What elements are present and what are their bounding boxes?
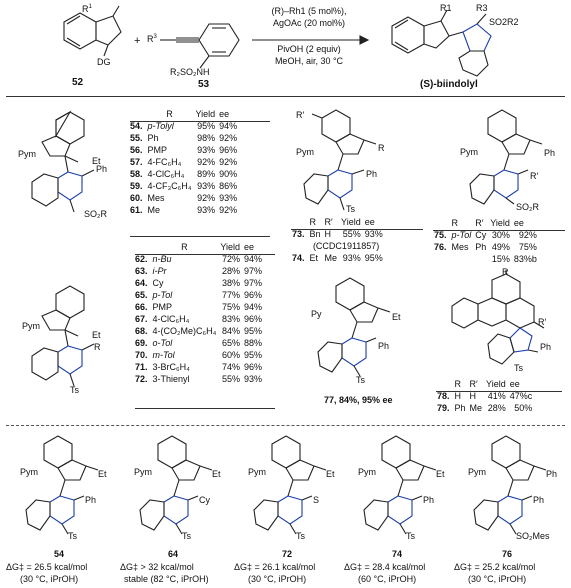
compound-76-dg-value: ΔG‡ = 25.2 kcal/mol: [454, 562, 536, 572]
table-row: 73. Bn H 55% 93%: [292, 228, 383, 239]
t4-ph: Ph: [544, 148, 556, 158]
compound-76-top-substituent: Ph: [546, 469, 558, 479]
rule-bottom-divider: [6, 425, 565, 426]
table-row: 75. p-Tol Cy 30% 92%: [434, 229, 537, 240]
compound-74-top-substituent: Et: [436, 469, 445, 479]
compound-54-dg-value: ΔG‡ = 26.5 kcal/mol: [6, 562, 88, 572]
table1-header: [128, 108, 239, 120]
t4-so2r: SO₂R: [516, 202, 539, 212]
compound-74-conditions: (60 °C, iPrOH): [358, 574, 417, 584]
reactant-53-number: 53: [198, 79, 210, 90]
table-row: 64. Cy 38% 97%: [135, 277, 263, 288]
table1-structure: [2, 104, 132, 234]
compound-54-top-substituent: Et: [98, 469, 107, 479]
table-row: 58. 4-ClC₆H₄ 89% 90%: [130, 168, 238, 179]
compound-72-structure: [236, 430, 344, 545]
compound-54-number: 54: [54, 549, 65, 559]
compound-72-dg-value: ΔG‡ = 26.1 kcal/mol: [234, 562, 316, 572]
table-row: 15% 83%b: [491, 253, 537, 264]
t1-pym: Pym: [18, 149, 36, 159]
t3-header-rule: [291, 229, 423, 230]
compound-54-conditions: (30 °C, iPrOH): [20, 574, 79, 584]
table-row: 74. Et Me 93% 95%: [292, 252, 383, 263]
t3-rprime: R′: [296, 110, 305, 120]
table-row: 59. 4-CF₃C₆H₄ 93% 86%: [130, 180, 238, 191]
table3-header: R R′ Yield ee: [309, 216, 375, 227]
reactant-53-structure: [160, 24, 239, 68]
reactant-53-r3: $R^3$: [147, 34, 157, 44]
c77-ph: Ph: [378, 341, 390, 351]
compound-72-bottom-substituent: S: [313, 495, 320, 505]
t3-ph: Ph: [366, 169, 378, 179]
t3-pym: Pym: [296, 147, 314, 157]
compound77-structure: [300, 272, 410, 392]
t5-r: R: [502, 267, 509, 277]
t1-so2r: SO₂R: [84, 209, 107, 219]
t1-et: Et: [92, 156, 101, 166]
table2-header: R Yield ee: [181, 241, 255, 252]
compound-54-structure: [8, 430, 116, 545]
product-r3: R3: [476, 3, 488, 13]
table-row: 71. 3-BrC₆H₄ 74% 96%: [135, 361, 263, 372]
t5-header-rule: [436, 391, 562, 392]
t2-header-rule: [135, 254, 275, 255]
t4-header-rule: [433, 230, 565, 231]
table5-header: R R′ Yield ee: [454, 378, 520, 389]
compound-64-structure: [122, 430, 230, 545]
reaction-arrow: [252, 36, 368, 44]
conditions-line-1: (R)–Rh1 (5 mol%),: [271, 6, 347, 16]
t2-r: R: [94, 342, 101, 352]
compound-72-top-substituent: Et: [326, 469, 335, 479]
c77-py: Py: [311, 309, 322, 319]
compound-74-protecting-group: Ts: [406, 531, 415, 541]
compound-64-pym: Pym: [134, 467, 152, 477]
table-row: 60. Mes 92% 93%: [130, 192, 238, 203]
conditions-line-4: MeOH, air, 30 °C: [274, 56, 344, 66]
product-biindolyl-structure: [392, 10, 491, 76]
table-row: 67. 4-ClC₆H₄ 83% 96%: [135, 313, 263, 324]
reactant-52-r1: $R^1$: [82, 4, 92, 14]
product-so2r2: SO2R2: [489, 17, 519, 27]
table-row: 72. 3-Thienyl 55% 93%: [135, 373, 263, 384]
table-row: 76. Mes Ph 49% 75%: [434, 241, 537, 252]
table-row: 63. i-Pr 28% 97%: [135, 265, 263, 276]
table-row: 79. Ph Me 28% 50%: [437, 402, 533, 413]
compound-74-structure: [346, 430, 454, 545]
compound-64-conditions: stable (82 °C, iPrOH): [124, 574, 209, 584]
t1-header-yield: Yield: [195, 108, 216, 119]
conditions-line-2: AgOAc (20 mol%): [272, 18, 346, 28]
t1-header-ee: ee: [219, 108, 230, 119]
t5-ts: Ts: [514, 363, 523, 373]
compound-76-number: 76: [502, 549, 513, 559]
table-row: 54. p-Tolyl 95% 94%: [130, 120, 238, 131]
table3-ccdc: (CCDC1911857): [312, 240, 380, 251]
t1-end-rule: [130, 236, 270, 237]
reactant-53-nh: R₂SO₂NH: [170, 67, 210, 77]
compound-74-number: 74: [392, 549, 403, 559]
table-row: 78. H H 41% 47%c: [437, 390, 533, 401]
table-row: 56. PMP 93% 96%: [130, 144, 238, 155]
t3-r: R: [378, 143, 385, 153]
compound-64-number: 64: [168, 549, 179, 559]
c77-et: Et: [392, 312, 401, 322]
table5: [435, 378, 534, 414]
compound-64-top-substituent: Et: [212, 469, 221, 479]
table2: [133, 241, 264, 385]
compound-76-pym: Pym: [468, 467, 486, 477]
t4-pym: Pym: [460, 147, 478, 157]
conditions-line-3: PivOH (2 equiv): [277, 44, 341, 54]
table-row: 65. p-Tol 77% 96%: [135, 289, 263, 300]
table-row: 70. m-Tol 60% 95%: [135, 349, 263, 360]
table4-header: R R′ Yield ee: [451, 217, 524, 228]
table2-structure: [2, 278, 122, 408]
t2-ts: Ts: [70, 385, 79, 395]
t5-rprime: R′: [538, 317, 547, 327]
compound-74-pym: Pym: [358, 467, 376, 477]
table4-structure: [440, 104, 560, 224]
c77-label: 77, 84%, 95% ee: [324, 395, 393, 405]
table-row: 68. 4-(CO₂Me)C₆H₄ 84% 95%: [135, 325, 263, 336]
t2-end-rule: [135, 408, 275, 409]
table3: [290, 216, 385, 264]
reactant-52-dg: DG: [97, 57, 111, 67]
reactant-52-structure: [64, 6, 121, 56]
t2-et: Et: [92, 330, 101, 340]
t1-header-rule: [130, 121, 270, 122]
product-label: (S)-biindolyl: [420, 79, 478, 90]
compound-76-bottom-substituent: Ph: [533, 495, 545, 505]
t2-pym: Pym: [22, 321, 40, 331]
compound-72-protecting-group: Ts: [296, 531, 305, 541]
table-row: 69. o-Tol 65% 88%: [135, 337, 263, 348]
compound-72-number: 72: [282, 549, 293, 559]
compound-72-pym: Pym: [248, 467, 266, 477]
compound-74-bottom-substituent: Ph: [423, 495, 435, 505]
c77-ts: Ts: [356, 375, 365, 385]
compound-76-conditions: (30 °C, iPrOH): [468, 574, 527, 584]
compound-54-protecting-group: Ts: [68, 531, 77, 541]
table-row: 66. PMP 75% 94%: [135, 301, 263, 312]
table1: [128, 108, 239, 216]
compound-54-bottom-substituent: Ph: [85, 495, 97, 505]
compound-74-dg-value: ΔG‡ = 28.4 kcal/mol: [344, 562, 426, 572]
compound-54-pym: Pym: [20, 467, 38, 477]
table-row: 55. Ph 98% 92%: [130, 132, 238, 143]
plus-sign: +: [134, 35, 141, 47]
table-row: 57. 4-FC₆H₄ 92% 92%: [130, 156, 238, 167]
compound-72-conditions: (30 °C, iPrOH): [248, 574, 307, 584]
table5-structure: [440, 267, 570, 395]
t1-ph: Ph: [96, 164, 108, 174]
t5-ph: Ph: [540, 342, 552, 352]
compound-64-protecting-group: Ts: [182, 531, 191, 541]
table-row: 61. Me 93% 92%: [130, 204, 238, 215]
table3-structure: [292, 104, 402, 234]
rule-top: [6, 96, 565, 97]
product-r1: R1: [440, 3, 452, 13]
table-row: 62. n-Bu 72% 94%: [135, 253, 263, 264]
t1-header-r: R: [166, 108, 173, 119]
table4: [432, 217, 539, 265]
compound-64-bottom-substituent: Cy: [199, 495, 210, 505]
compound-64-dg-value: ΔG‡ > 32 kcal/mol: [120, 562, 194, 572]
reactant-52-number: 52: [72, 77, 84, 88]
t4-rprime: R′: [530, 171, 539, 181]
compound-76-protecting-group: SO₂Mes: [516, 531, 550, 541]
compound-76-structure: [456, 430, 564, 545]
t3-ts: Ts: [346, 204, 355, 214]
